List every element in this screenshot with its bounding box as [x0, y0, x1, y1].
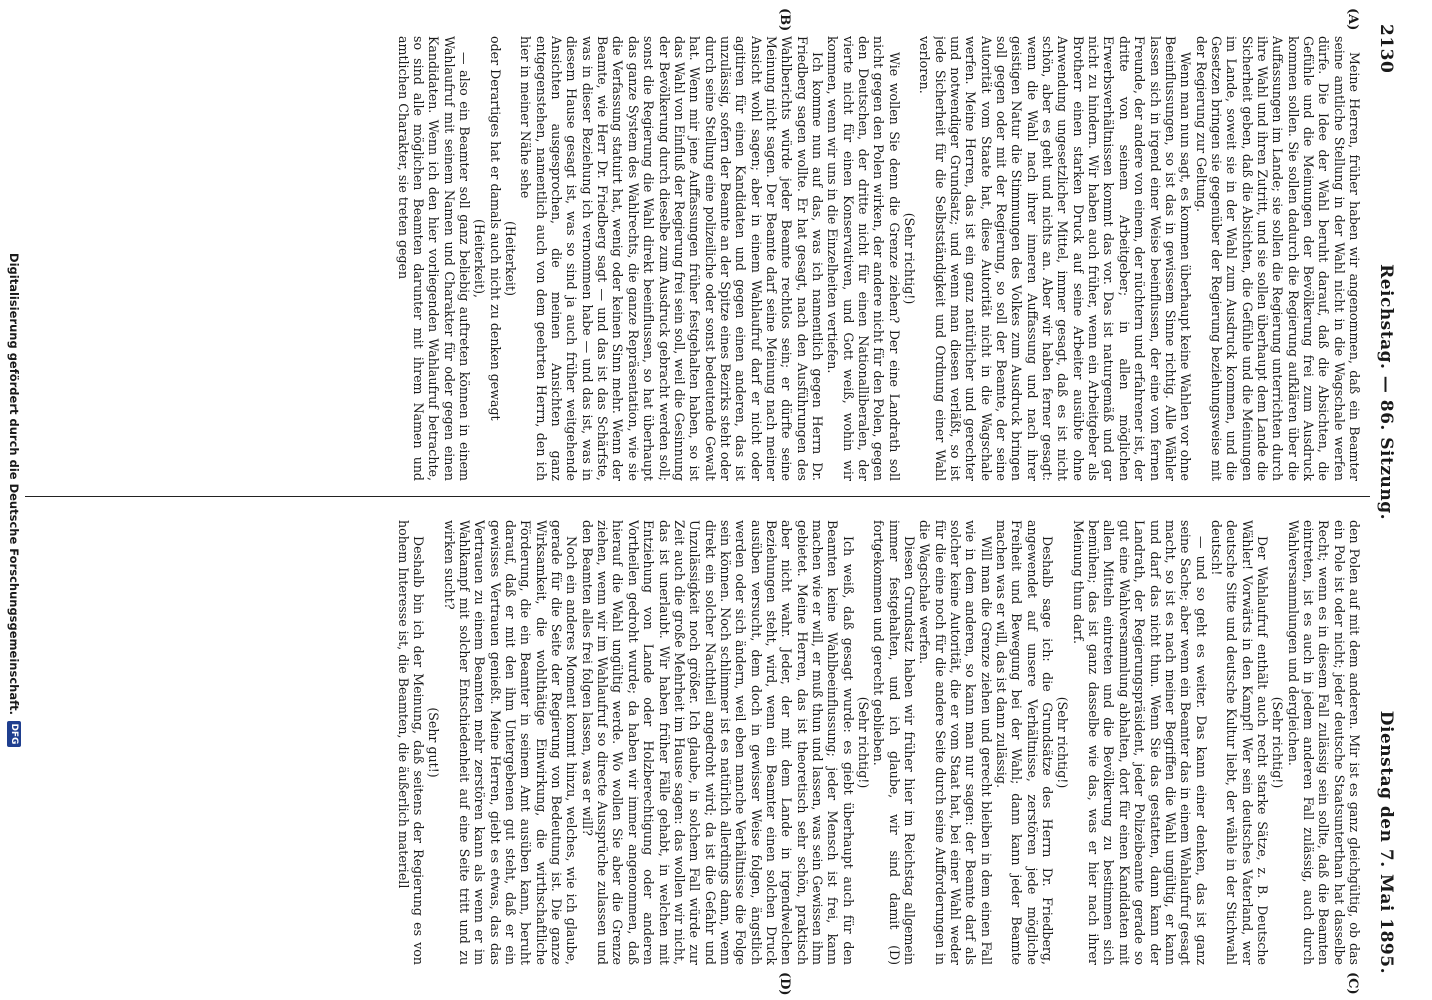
- paragraph: Will man die Grenze ziehen und gerecht bleiben in dem einen Fall wie in dem anderen, so kann man nur sagen: der Beamte darf als solcher keine Autorität, die er vom Staat hat, bei einer Wahl weder für die eine noch für die andere Seite durch seine Aufforderungen in die Wagschale werfen.: [917, 520, 994, 965]
- margin-mark-a: (A): [1345, 8, 1360, 31]
- paragraph: (Sehr richtig!): [856, 696, 871, 789]
- paragraph: Ich komme nun auf das, was ich namentlich gegen Herrn Dr. Friedberg sagen wollte. Er hat gesagt, nach den Ausführungen des Wahlberichts würde jeder Beamte rechtlos sein; er dürfte seine Meinung nicht sagen. Der Beamte darf seine Meinung nach meiner Ansicht wohl sagen; aber in einem Wahlaufruf darf er nicht oder agitiren für einen Kandidaten und gegen einen anderen, das ist unzulässig, sofern der Beamte an der Spitze eines Bezirks steht oder durch seine Stellung eine polizeiliche oder sonst bedeutende Gewalt hat. Wenn mir jene Auffassungen früher festgehalten haben, so ist das Wahl von Einfluß der Regierung frei sein soll, weil die Gesinnung der Bevölkerung durch dieselbe zum Ausdruck gebracht werden soll; sonst die Regierung die Wahl direkt beeinflussen, so hat überhaupt das ganze System des Wahlrechts, die ganze Repräsentation, wie sie die Verfassung statuirt hat, wenig oder keinen Sinn mehr. Wenn der Beamte, wie Herr Dr. Friedberg sagt — und das ist das Schärfste, was in dieser Beziehung ich vernommen habe — und das ist, was in diesem Hause gesagt ist, was so sind ja auch früher weitgehende Ansichten ausgesprochen, die meinen Ansichten ganz entgegenstehen, namentlich auch von dem geehrten Herrn, den ich hier in meiner Nähe sehe: [518, 36, 825, 481]
- paragraph: (Heiterkeit),: [472, 219, 488, 298]
- margin-mark-c: (C): [1345, 972, 1360, 995]
- page-header: [1376, 24, 1432, 974]
- paragraph: (Sehr gut!): [426, 707, 442, 778]
- paragraph: — also ein Beamter soll ganz beliebig auftreten können in einem Wahlaufruf mit seinem Namen und Charakter für oder gegen einen Kandidaten. Wenn ich den hier vorliegenden Wahlaufruf betrachte, so sind alle möglichen Beamten darunter mit ihrem Namen und amtlichen Charakter, sie treten gegen: [395, 36, 473, 481]
- paragraph: (Heiterkeit): [503, 221, 519, 296]
- paragraph: Deshalb sage ich: die Grundsätze des Herrn Dr. Friedberg, angewendet auf unsere Verhältnisse, zerstören jede mögliche Freiheit und Bewegung bei der Wahl; dann kann jeder Beamte machen was er will, das ist dann zulässig.: [994, 520, 1056, 965]
- paragraph: (Sehr richtig!): [1055, 696, 1071, 789]
- paragraph: Meine Herren, früher haben wir angenommen, daß ein Beamter seine amtliche Stellung in der Wahl nicht in die Wagschale werfen dürfe. Die Idee der Wahl beruht darauf, daß die Absichten, die Gefühle und die Meinungen der Bevölkerung frei zum Ausdruck kommen sollen. Sie sollen dadurch die Regierung aufklären über die Auffassungen im Lande; sie sollen die Regierung unterrichten durch ihre Wahl und ihren Zutritt, und sie sollen überhaupt dem Lande die Sicherheit geben, daß die Absichten, die Gefühle und die Meinungen im Lande, soweit sie in der Wahl zum Ausdruck kommen, und die Gesetzen bringen sie gegenüber der Regierung beziehungsweise mit der Regierung zur Geltung.: [1193, 36, 1362, 481]
- page-number: 2130: [1376, 24, 1396, 74]
- paragraph: oder Derartiges hat er damals auch nicht zu denken gewagt: [487, 36, 503, 421]
- digitization-footer: [2, 0, 26, 1000]
- paragraph: Deshalb bin ich der Meinung, daß seitens der Regierung es von hohem Interesse ist, die Beamten, die äußerlich materiell: [395, 520, 427, 965]
- paragraph: Wie wollen Sie denn die Grenze ziehen? Der eine Landrath soll nicht gegen den Polen wirken, der andere nicht für den Polen, gegen den Deutschen, der dritte nicht für einen Nationalliberalen, der vierte nicht für einen Konservativen, und Gott weiß, wohin wir kommen, wenn wir uns in die Einzelheiten vertiefen.: [825, 36, 902, 481]
- paragraph: (Sehr richtig!): [1270, 696, 1286, 789]
- dfg-logo: DFG: [7, 721, 21, 747]
- paragraph: Noch ein anderes Moment kommt hinzu, welches, wie ich glaube, gerade für die Seite der Regierung von Bedeutung ist. Die ganze Wirksamkeit, die wohlthätige Einwirkung, die wirthschaftliche Förderung, die ein Beamter in seinem Amt ausüben kann, beruht darauf, daß er mit den ihm Untergebenen gut steht, daß er ein gewisses Vertrauen genießt. Meine Herren, giebt es etwas, das das Vertrauen zu einem Beamten mehr zerstören kann als wenn er im Wahlkampf mit solcher Entschiedenheit auf eine Seite tritt und zu wirken sucht?: [441, 520, 580, 965]
- session-date: Dienstag den 7. Mai 1895.: [1376, 710, 1396, 974]
- paragraph: Ich weiß, daß gesagt wurde: es giebt überhaupt auch für den Beamten keine Wahlbeeinflussung; jeder Mensch ist frei, kann machen wie er will, er muß thun und lassen, was sein Gewissen ihm gebietet. Meine Herren, das ist theoretisch sehr schön, praktisch aber nicht wahr. Jeder, der mit dem Lande in irgendwelchen Beziehungen steht, wird, wenn ein Beamter einen solchen Druck ausüben versucht, dem doch in gewisser Weise folgen, ängstlich werden oder sich ändern, weil eben manche Verhältnisse die Folge sein können. Noch schlimmer ist es natürlich allerdings dann, wenn direkt ein solcher Nachtheil angedroht wird; da ist die Gefahr und Unzulässigkeit noch größer. Ich glaube, in solchem Fall würde zur Zeit auch die große Mehrheit im Hause sagen: das wollen wir nicht, das ist unerlaubt. Wir haben früher Fälle gehabt, in welchen mit Entziehung von Lande oder Holzberechtigung oder anderen Vortheilen gedroht wurde; da haben wir immer angenommen, daß hierauf die Wahl ungültig werde. Wo wollen Sie aber die Grenze ziehen, wenn wir im Wahlaufruf so directe Aussprüche zulassen und den Beamten alles frei folgen lassen, was er will?: [579, 520, 856, 965]
- left-text-column: [32, 36, 1362, 481]
- paragraph: Der Wahlaufruf enthält auch recht starke Sätze, z. B. Deutsche Wähler! Vorwärts in den Kampf! Wer sein deutsches Vaterland, wer deutsche Sitte und deutsche Kultur liebt, der wähle in der Stichwahl deutsch!: [1208, 520, 1270, 965]
- session-title: Reichstag. — 86. Sitzung.: [1376, 264, 1396, 521]
- column-divider: [25, 496, 1370, 497]
- right-text-column: [32, 520, 1362, 965]
- footer-text: Digitalisierung gefördert durch die Deutsche Forschungsgemeinschaft.: [7, 253, 21, 715]
- margin-mark-d: (D): [777, 972, 792, 996]
- paragraph: Wenn man nun sagt, es kommen überhaupt keine Wahlen vor ohne Beeinflussungen, so ist das in gewissem Sinne richtig. Alle Wähler lassen sich in irgend einer Weise beeinflussen, der eine vom fernen Freunde, der andere von einem, der nüchtern und erfahrener ist, der dritte von seinem Arbeitgeber; in allen möglichen Erwerbsverhältnissen kommt das vor. Das ist naturgemäß und gar nicht zu hindern. Wir haben auch früher, wenn ein Arbeitgeber als Brotherr einen starken Druck auf seine Arbeiter ausübte ohne Anwendung ungesetzlicher Mittel, immer gesagt, daß es ist nicht schön, aber es geht und nichts an. Aber wir haben ferner gesagt: wenn die Wahl nach ihrer inneren Auffassung und nach ihrer geistigen Natur die Stimmungen des Volkes zum Ausdruck bringen soll gegen oder mit der Regierung, so soll der Beamte, der seine Autorität vom Staate hat, diese Autorität nicht in die Wagschale werfen. Meine Herren, das ist ein ganz natürlicher und gerechter und notwendiger Grundsatz; und wenn man diesen verläßt, so ist jede Sicherheit für die Selbstständigkeit und Ordnung einer Wahl verloren.: [917, 36, 1194, 481]
- paragraph: den Polen auf mit dem anderen. Mir ist es ganz gleichgültig, ob das ein Pole ist oder nicht; jeder deutsche Staatsunterthan hat dasselbe Recht; wenn es in diesem Fall zulässig sein sollte, daß die Beamten eintreten, ist es auch in jedem anderen Fall zulässig, auch durch Wahlversammlungen und dergleichen.: [1285, 520, 1362, 965]
- paragraph: — und so geht es weiter. Das kann einer denken, das ist ganz seine Sache; aber wenn ein Beamter das in einem Wahlaufruf gesagt macht, so ist es nach meiner Begriffen die Wahl ungültig, er kann und darf das nicht thun. Wenn Sie das gestatten, dann kann der Landrath, der Regierungspräsident, jeder Polizeibeamte gerade so gut eine Wahlversammlung abhalten, dort für einen Kandidaten mit allen Mitteln eintreten und die Bevölkerung zu bestimmen sich bemühen; das ist ganz dasselbe wie das, was er hier nach ihrer Meinung thun darf.: [1070, 520, 1209, 965]
- paragraph: Diesen Grundsatz haben wir früher hier im Reichstag allgemein immer festgehalten, und ich glaube, wir sind damit (D) fortgekommen und gerecht geblieben.: [871, 520, 918, 965]
- margin-mark-b: (B): [777, 8, 792, 32]
- paragraph: (Sehr richtig!): [902, 212, 918, 305]
